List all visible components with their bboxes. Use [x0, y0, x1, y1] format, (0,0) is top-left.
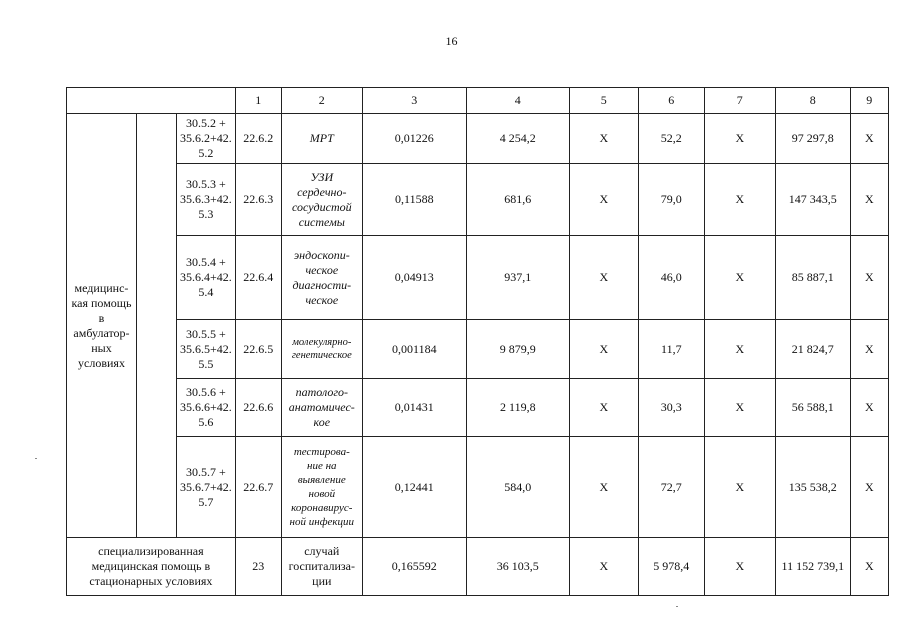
cell-col-7: X [704, 236, 775, 320]
cell-col-5: X [569, 236, 638, 320]
row-code: 30.5.3 + 35.6.3+42. 5.3 [177, 164, 236, 236]
row-number: 22.6.4 [235, 236, 281, 320]
cell-col-9: X [850, 320, 888, 379]
header-col-3: 3 [362, 88, 466, 114]
table-row [67, 379, 889, 437]
cell-col-7: X [704, 320, 775, 379]
header-col-8: 8 [775, 88, 850, 114]
row-service: УЗИ сердечно- сосудистой системы [281, 164, 362, 236]
table-row [67, 164, 889, 236]
row-service: тестирова- ние на выявление новой коронавирус- ной инфекции [281, 437, 362, 538]
row-code: 30.5.5 + 35.6.5+42. 5.5 [177, 320, 236, 379]
cell-col-3: 0,04913 [362, 236, 466, 320]
cell-col-6: 52,2 [638, 114, 704, 164]
row-service: патолого- анатомичес- кое [281, 379, 362, 437]
cell-col-3: 0,01431 [362, 379, 466, 437]
cell-col-7: X [704, 114, 775, 164]
cell-col-8: 85 887,1 [775, 236, 850, 320]
cell-col-6: 79,0 [638, 164, 704, 236]
cell-col-9: X [850, 164, 888, 236]
cell-col-5: X [569, 437, 638, 538]
cell-col-9: X [850, 538, 888, 596]
cell-col-3: 0,001184 [362, 320, 466, 379]
cell-col-7: X [704, 379, 775, 437]
row-code: 30.5.2 + 35.6.2+42. 5.2 [177, 114, 236, 164]
row-number: 22.6.7 [235, 437, 281, 538]
cell-col-4: 4 254,2 [466, 114, 569, 164]
row-service: эндоскопи- ческое диагности- ческое [281, 236, 362, 320]
cell-col-5: X [569, 538, 638, 596]
blank-subcolumn [137, 114, 177, 538]
cell-col-6: 30,3 [638, 379, 704, 437]
row-service: МРТ [281, 114, 362, 164]
cell-col-9: X [850, 379, 888, 437]
header-col-6: 6 [638, 88, 704, 114]
row-number: 23 [235, 538, 281, 596]
cell-col-7: X [704, 437, 775, 538]
row-number: 22.6.5 [235, 320, 281, 379]
row-service: случай госпитализа- ции [281, 538, 362, 596]
cell-col-6: 11,7 [638, 320, 704, 379]
cell-col-9: X [850, 437, 888, 538]
table-row [67, 437, 889, 538]
cell-col-3: 0,01226 [362, 114, 466, 164]
cell-col-5: X [569, 164, 638, 236]
header-row [67, 88, 889, 114]
scan-speck [676, 606, 678, 607]
cell-col-3: 0,165592 [362, 538, 466, 596]
cell-col-4: 9 879,9 [466, 320, 569, 379]
table-row [67, 114, 889, 164]
header-col-1: 1 [235, 88, 281, 114]
cell-col-8: 147 343,5 [775, 164, 850, 236]
group-label: медицинс- кая помощь в амбулатор- ных условиях [67, 114, 137, 538]
row-number: 22.6.2 [235, 114, 281, 164]
cell-col-3: 0,11588 [362, 164, 466, 236]
specialized-care-label: специализированная медицинская помощь в стационарных условиях [67, 538, 236, 596]
cell-col-4: 2 119,8 [466, 379, 569, 437]
header-col-4: 4 [466, 88, 569, 114]
cell-col-7: X [704, 164, 775, 236]
cell-col-8: 135 538,2 [775, 437, 850, 538]
row-number: 22.6.6 [235, 379, 281, 437]
header-blank-cell [67, 88, 236, 114]
row-number: 22.6.3 [235, 164, 281, 236]
cell-col-8: 97 297,8 [775, 114, 850, 164]
header-col-2: 2 [281, 88, 362, 114]
row-service: молекулярно- генетическое [281, 320, 362, 379]
table-row [67, 236, 889, 320]
row-code: 30.5.7 + 35.6.7+42. 5.7 [177, 437, 236, 538]
cell-col-4: 36 103,5 [466, 538, 569, 596]
cell-col-6: 46,0 [638, 236, 704, 320]
table-row-specialized [67, 538, 889, 596]
header-col-7: 7 [704, 88, 775, 114]
cell-col-9: X [850, 114, 888, 164]
row-code: 30.5.4 + 35.6.4+42. 5.4 [177, 236, 236, 320]
cell-col-4: 937,1 [466, 236, 569, 320]
cell-col-6: 72,7 [638, 437, 704, 538]
cell-col-5: X [569, 114, 638, 164]
cell-col-6: 5 978,4 [638, 538, 704, 596]
cell-col-5: X [569, 379, 638, 437]
cell-col-8: 21 824,7 [775, 320, 850, 379]
cell-col-5: X [569, 320, 638, 379]
cell-col-8: 56 588,1 [775, 379, 850, 437]
cell-col-7: X [704, 538, 775, 596]
table-row [67, 320, 889, 379]
cell-col-8: 11 152 739,1 [775, 538, 850, 596]
header-col-9: 9 [850, 88, 888, 114]
scan-speck [35, 458, 37, 459]
cell-col-4: 681,6 [466, 164, 569, 236]
cell-col-3: 0,12441 [362, 437, 466, 538]
page-number: 16 [445, 34, 458, 48]
cell-col-4: 584,0 [466, 437, 569, 538]
tariff-table [66, 87, 889, 596]
row-code: 30.5.6 + 35.6.6+42. 5.6 [177, 379, 236, 437]
header-col-5: 5 [569, 88, 638, 114]
cell-col-9: X [850, 236, 888, 320]
